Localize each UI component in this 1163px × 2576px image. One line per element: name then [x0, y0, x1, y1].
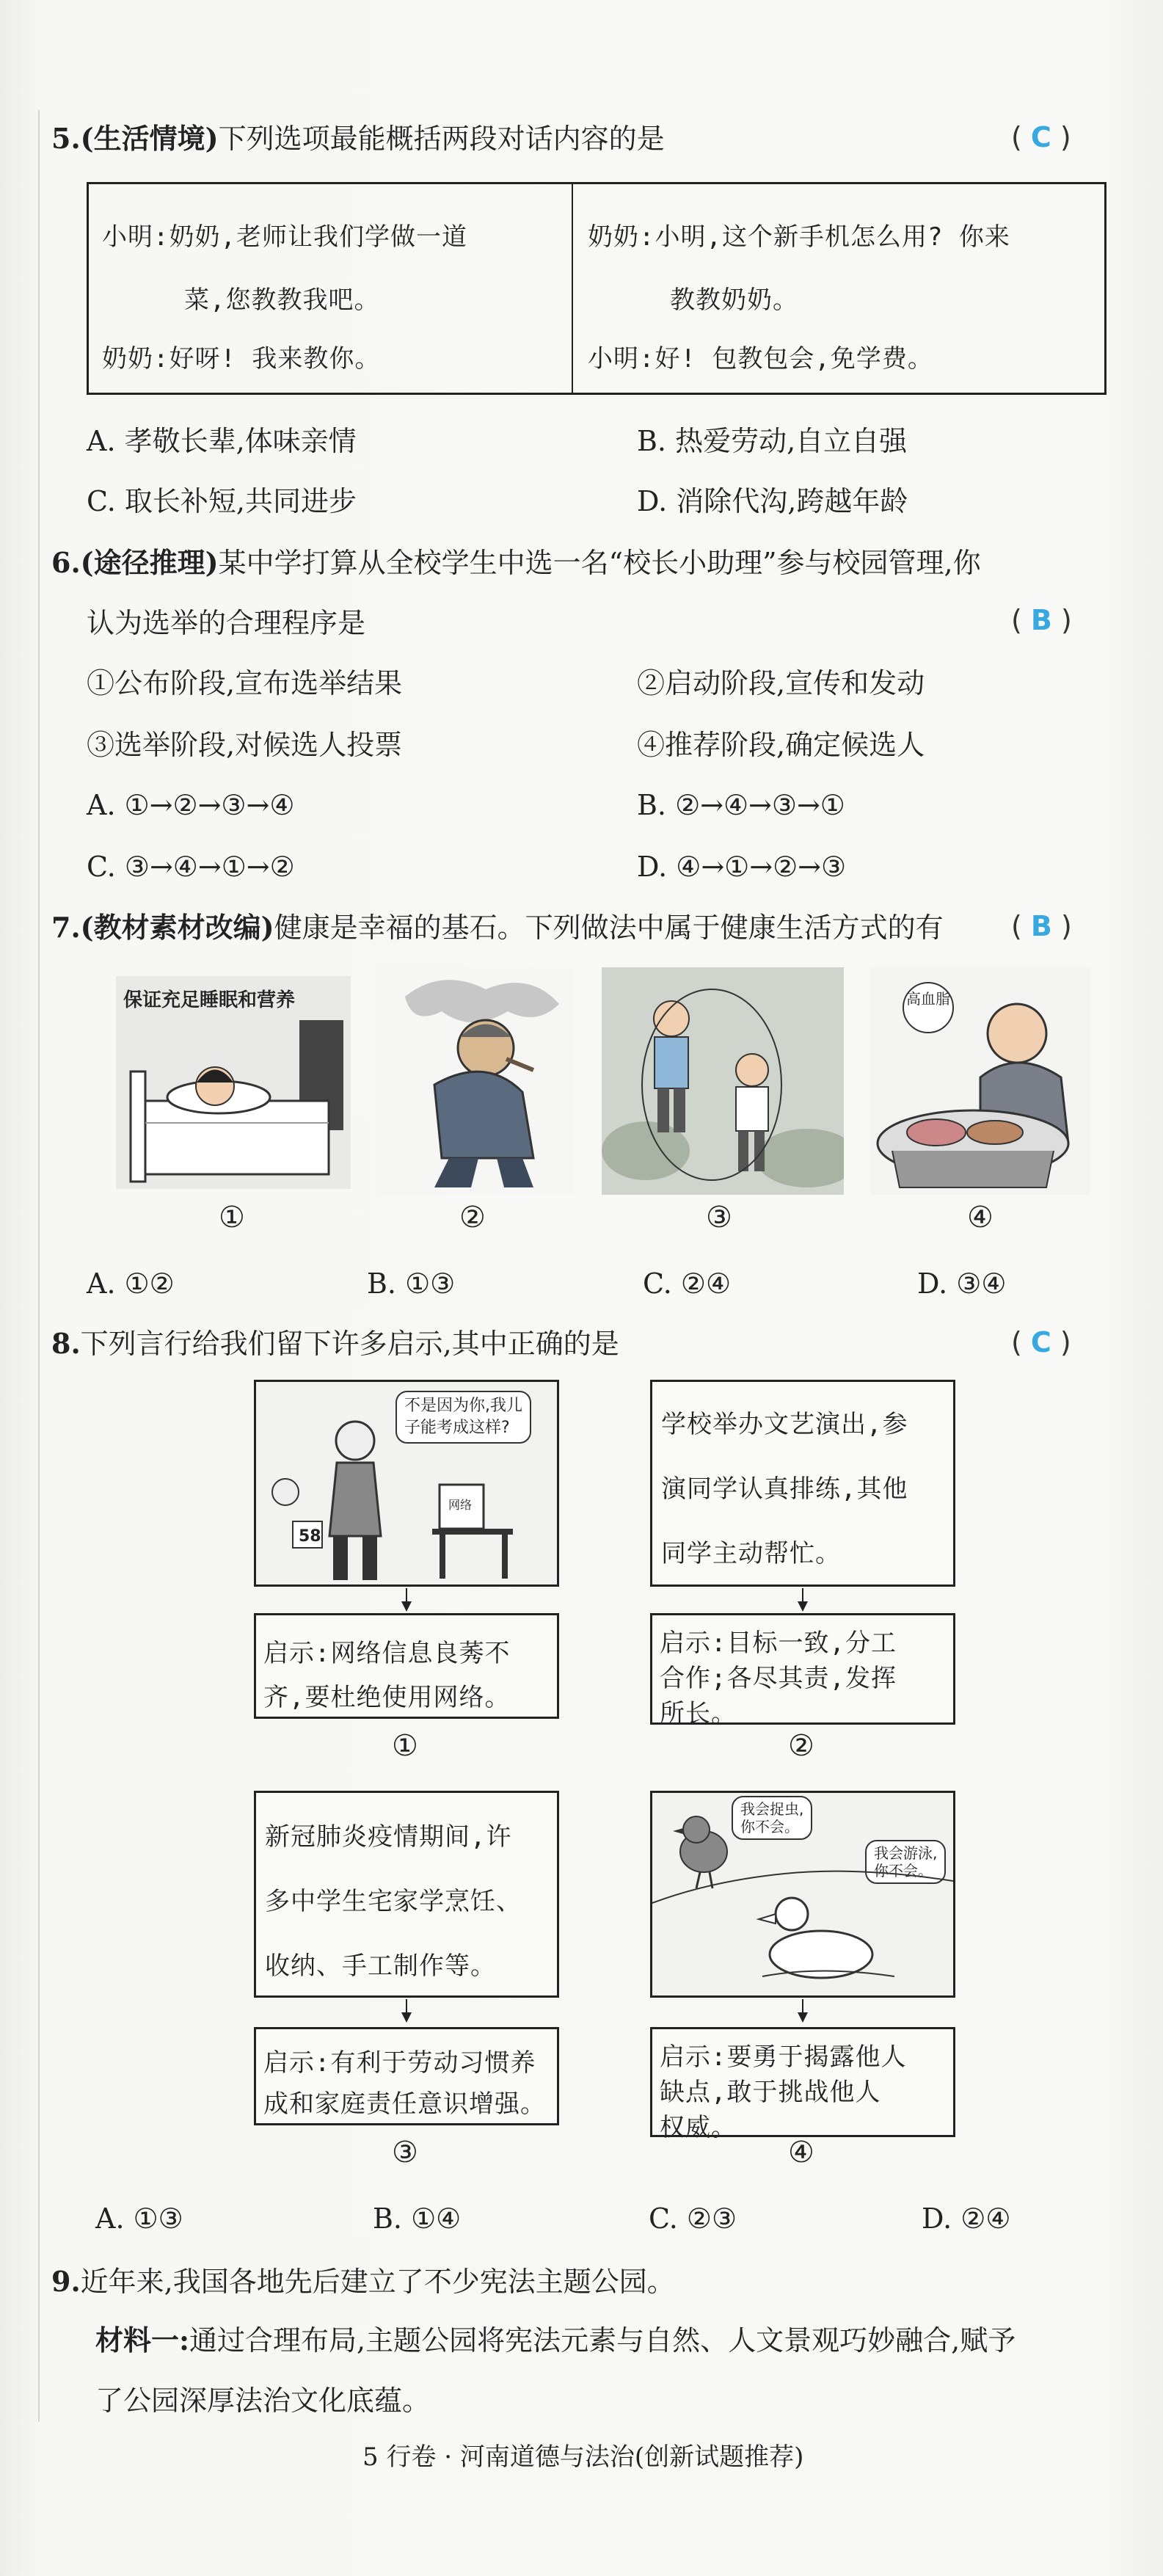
dialog-line: 小明:好! 包教包会,免学费。 [588, 344, 933, 374]
answer-letter: B [1030, 604, 1052, 636]
panel-line: 学校举办文艺演出,参 [661, 1410, 908, 1439]
arrow-line [802, 1999, 803, 2014]
arrow-line [802, 1588, 803, 1603]
smoke-icon [376, 967, 574, 1195]
answer-letter: C [1030, 121, 1051, 153]
panel-label-3: ③ [392, 2136, 418, 2169]
question-8-stem [51, 1327, 619, 1360]
step-1: ①公布阶段,宣布选举结果 [87, 667, 403, 699]
dialog-line: 菜,您教教我吧。 [184, 285, 380, 315]
hint-line: 齐,要杜绝使用网络。 [263, 1683, 511, 1712]
question-text: 近年来,我国各地先后建立了不少宪法主题公园。 [80, 2266, 675, 2298]
bed-icon [116, 976, 351, 1189]
material-text: 通过合理布局,主题公园将宪法元素与自然、人文景观巧妙融合,赋予 [189, 2324, 1016, 2357]
question-text: 健康是幸福的基石。下列做法中属于健康生活方式的有 [274, 912, 944, 944]
panel-2-hint [650, 1613, 955, 1728]
question-number: 8. [51, 1327, 81, 1360]
arrow-down-icon [401, 2012, 412, 2023]
panel-line: 演同学认真排练,其他 [661, 1474, 908, 1504]
panel-line: 收纳、手工制作等。 [265, 1951, 496, 1981]
answer-bracket: ( C ) [1011, 121, 1071, 153]
panel-4-hint [650, 2027, 955, 2142]
option-a: A. ①③ [95, 2202, 183, 2235]
panel-1-hint [254, 1613, 559, 1719]
picture-label-2: ② [459, 1201, 486, 1234]
material-label: 材料一: [95, 2324, 190, 2357]
question-text: 下列选项最能概括两段对话内容的是 [218, 123, 665, 155]
panel-1-cartoon [254, 1380, 559, 1587]
bubble-line: 我会捉虫, [740, 1800, 804, 1818]
hint-line: 所长。 [660, 1699, 737, 1728]
option-b: B. ①③ [367, 1267, 456, 1300]
thought-bubble: 高血脂 [903, 982, 954, 1033]
dialog-table [87, 182, 1107, 395]
panel-line: 新冠肺炎疫情期间,许 [265, 1822, 512, 1852]
option-d: D. ④→①→②→③ [637, 851, 847, 883]
option-c: C. ②③ [649, 2202, 737, 2235]
question-6-stem [51, 546, 981, 579]
hint-line: 权威。 [660, 2113, 737, 2142]
step-2: ②启动阶段,宣传和发动 [637, 667, 925, 699]
answer-letter: B [1030, 910, 1052, 942]
dialog-line: 小明:奶奶,老师让我们学做一道 [102, 222, 467, 252]
step-3: ③选举阶段,对候选人投票 [87, 729, 403, 761]
arrow-line [406, 1999, 407, 2014]
children-jumping-icon [602, 967, 844, 1195]
hint-line: 缺点,敢于挑战他人 [660, 2078, 881, 2107]
bubble-line: 你不会。 [874, 1862, 933, 1880]
question-9-stem [51, 2265, 675, 2298]
hint-line: 启示:有利于劳动习惯养 [263, 2048, 536, 2078]
question-number: 5. [51, 122, 81, 155]
dialog-line: 教教奶奶。 [670, 285, 798, 315]
hint-line: 启示:目标一致,分工 [660, 1629, 897, 1658]
picture-label-4: ④ [967, 1201, 994, 1234]
hint-line: 成和家庭责任意识增强。 [263, 2089, 546, 2119]
option-b: B. ②→④→③→① [637, 789, 845, 821]
arrow-down-icon [798, 2012, 808, 2023]
panel-3-hint [254, 2027, 559, 2125]
option-b: B. ①④ [373, 2202, 462, 2235]
dialog-line: 奶奶:小明,这个新手机怎么用? 你来 [588, 222, 1010, 252]
step-4: ④推荐阶段,确定候选人 [637, 729, 925, 761]
chick-and-duck-icon [652, 1793, 953, 1995]
hint-line: 启示:要勇于揭露他人 [660, 2042, 907, 2072]
arrow-line [406, 1588, 407, 1603]
answer-bracket: ( B ) [1011, 604, 1072, 636]
question-7-stem [51, 911, 944, 944]
question-tag: (途径推理) [80, 546, 219, 579]
picture-caption: 保证充足睡眠和营养 [123, 989, 296, 1011]
hint-line: 启示:网络信息良莠不 [263, 1639, 511, 1668]
arrow-down-icon [401, 1601, 412, 1612]
question-number: 7. [51, 911, 81, 944]
hint-line: 合作;各尽其责,发挥 [660, 1664, 897, 1693]
question-text: 某中学打算从全校学生中选一名“校长小助理”参与校园管理,你 [218, 547, 981, 579]
picture-label-1: ① [219, 1201, 245, 1234]
material-text-continued: 了公园深厚法治文化底蕴。 [95, 2384, 431, 2417]
option-c: C. ②④ [643, 1267, 732, 1300]
screen-label: 网络 [448, 1498, 473, 1512]
panel-label-2: ② [788, 1729, 814, 1763]
question-tag: (生活情境) [80, 122, 219, 155]
panel-line: 同学主动帮忙。 [661, 1539, 841, 1568]
material-1 [95, 2324, 1016, 2357]
option-d: D. ②④ [922, 2202, 1011, 2235]
answer-bracket: ( C ) [1011, 1326, 1071, 1358]
question-number: 9. [51, 2265, 81, 2298]
arrow-down-icon [798, 1601, 808, 1612]
overeating-illustration [870, 967, 1090, 1195]
picture-label-3: ③ [706, 1201, 732, 1234]
bubble-line: 我会游泳, [874, 1844, 938, 1862]
bubble-line: 不是因为你,我儿 [404, 1397, 522, 1415]
sleeping-child-illustration [116, 976, 351, 1189]
bubble-line: 你不会。 [740, 1818, 799, 1835]
jump-rope-illustration [602, 967, 844, 1195]
option-a: A. ①② [87, 1267, 175, 1300]
question-text: 下列言行给我们留下许多启示,其中正确的是 [80, 1328, 619, 1360]
smoking-man-illustration [376, 967, 574, 1195]
page-footer: 5 行卷 · 河南道德与法治(创新试题推荐) [362, 2442, 804, 2472]
answer-letter: C [1030, 1326, 1051, 1358]
option-b: B. 热爱劳动,自立自强 [637, 425, 908, 457]
question-text-continued: 认为选举的合理程序是 [87, 607, 366, 639]
question-number: 6. [51, 546, 81, 579]
table-divider [572, 184, 573, 393]
panel-label-4: ④ [788, 2136, 814, 2169]
option-d: D. 消除代沟,跨越年龄 [637, 485, 908, 517]
option-c: C. ③→④→①→② [87, 851, 295, 883]
option-c: C. 取长补短,共同进步 [87, 485, 357, 517]
binding-fold [38, 110, 40, 2422]
panel-label-1: ① [392, 1729, 418, 1763]
panel-2-text [650, 1380, 955, 1587]
question-tag: (教材素材改编) [80, 911, 274, 944]
option-a: A. 孝敬长辈,体味亲情 [87, 425, 357, 457]
question-5-stem [51, 122, 665, 155]
option-a: A. ①→②→③→④ [87, 789, 295, 821]
parent-child-icon [256, 1382, 557, 1584]
score-sign: 58 [299, 1527, 321, 1546]
panel-line: 多中学生宅家学烹饪、 [265, 1887, 522, 1916]
panel-4-cartoon [650, 1791, 955, 1998]
option-d: D. ③④ [917, 1267, 1007, 1300]
bubble-line: 子能考成这样? [404, 1419, 510, 1437]
food-table-icon [870, 967, 1090, 1195]
answer-bracket: ( B ) [1011, 910, 1072, 942]
panel-3-text [254, 1791, 559, 1998]
dialog-line: 奶奶:好呀! 我来教你。 [102, 344, 381, 374]
